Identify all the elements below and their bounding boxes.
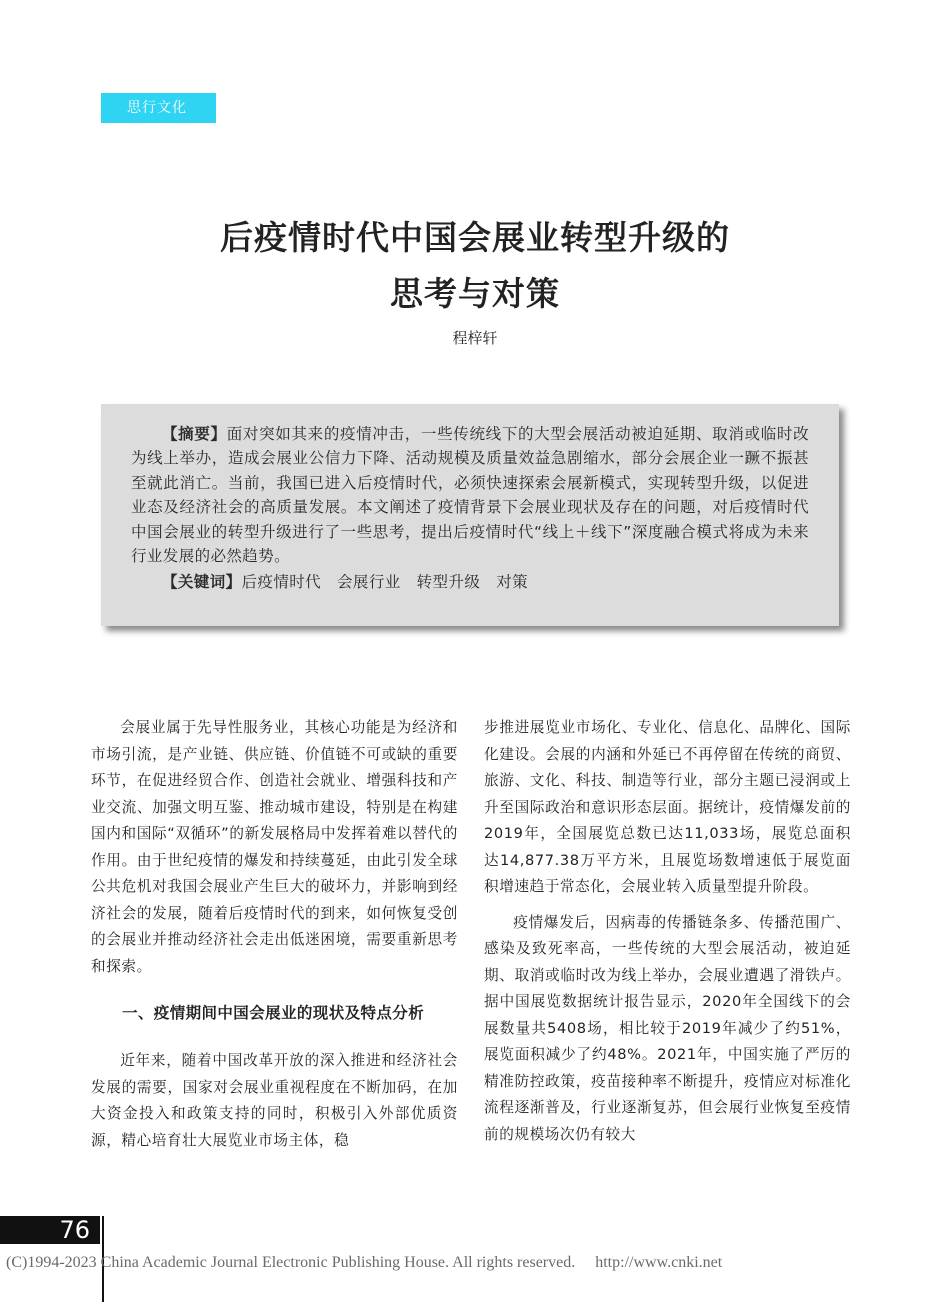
keyword: 会展行业 [337,573,401,592]
body-paragraph: 近年来，随着中国改革开放的深入推进和经济社会发展的需要，国家对会展业重视程度在不断加码，在加大资金投入和政策支持的同时，积极引入外部优质资源，精心培育壮大展览业市场主体，稳 [91,1052,458,1149]
abstract-box [101,404,839,626]
article-title-line-2: 思考与对策 [390,274,560,313]
copyright-footer [6,1254,946,1272]
body-column-right [484,715,851,1148]
page-number: 76 [0,1216,100,1244]
keyword: 对策 [496,573,529,592]
keyword: 转型升级 [416,573,481,592]
article-title-line-1: 后疫情时代中国会展业转型升级的 [220,218,730,257]
body-paragraph: 步推进展览业市场化、专业化、信息化、品牌化、国际化建设。会展的内涵和外延已不再停留在传统的商贸、旅游、文化、科技、制造等行业，部分主题已浸润或上升至国际政治和意识形态层面。据统计，疫情爆发前的2019年，全国展览总数已达11,033场，展览总面积达14,877.38万平方米，且展览场数增速低于展览面积增速趋于常态化，会展业转入质量型提升阶段。 [484,719,851,895]
author-name: 程梓轩 [452,329,498,347]
body-paragraph: 会展业属于先导性服务业，其核心功能是为经济和市场引流，是产业链、供应链、价值链不可或缺的重要环节，在促进经贸合作、创造社会就业、增强科技和产业交流、加强文明互鉴、推动城市建设，特别是在构建国内和国际“双循环”的新发展格局中发挥着难以替代的作用。由于世纪疫情的爆发和持续蔓延，由此引发全球公共危机对我国会展业产生巨大的破坏力，并影响到经济社会的发展，随着后疫情时代的到来，如何恢复受创的会展业并推动经济社会走出低迷困境，需要重新思考和探索。 [91,719,458,975]
keywords-label: 【关键词】 [162,573,242,592]
section-tag: 思行文化 [101,93,216,123]
section-heading: 一、疫情期间中国会展业的现状及特点分析 [122,1004,425,1022]
keywords-line [131,570,809,594]
body-column-left [91,715,458,1154]
abstract-label: 【摘要】 [162,425,227,443]
keyword: 后疫情时代 [241,573,322,592]
abstract-paragraph [131,422,809,568]
abstract-text: 面对突如其来的疫情冲击，一些传统线下的大型会展活动被迫延期、取消或临时改为线上举办，造成会展业公信力下降、活动规模及质量效益急剧缩水，部分会展企业一蹶不振甚至就此消亡。当前，我国已进入后疫情时代，必须快速探索会展新模式，实现转型升级，以促进业态及经济社会的高质量发展。本文阐述了疫情背景下会展业现状及存在的问题，对后疫情时代中国会展业的转型升级进行了一些思考，提出后疫情时代“线上＋线下”深度融合模式将成为未来行业发展的必然趋势。 [131,425,809,566]
footer-url[interactable]: http://www.cnki.net [595,1254,723,1271]
copyright-text: (C)1994-2023 China Academic Journal Electronic Publishing House. All rights reserved. [6,1254,576,1271]
body-paragraph: 疫情爆发后，因病毒的传播链条多、传播范围广、感染及致死率高，一些传统的大型会展活动，被迫延期、取消或临时改为线上举办，会展业遭遇了滑铁卢。据中国展览数据统计报告显示，2020年全国线下的会展数量共5408场，相比较于2019年减少了约51%，展览面积减少了约48%。2021年，中国实施了严厉的精准防控政策，疫苗接种率不断提升，疫情应对标准化流程逐渐普及，行业逐渐复苏，但会展行业恢复至疫情前的规模场次仍有较大 [484,913,851,1143]
